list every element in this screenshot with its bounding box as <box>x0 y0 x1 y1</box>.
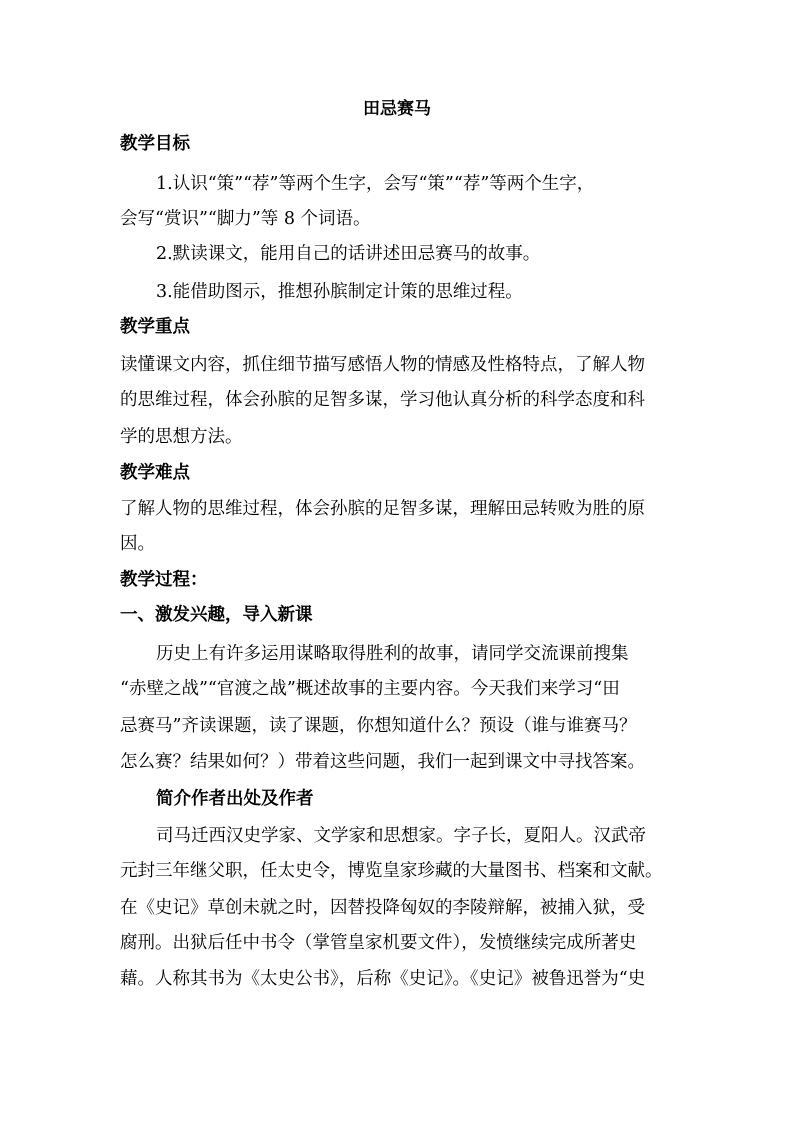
author-line1: 司马迁西汉史学家、文学家和思想家。字子长，夏阳人。汉武帝 <box>156 826 646 846</box>
step1-heading: 一、激发兴趣，导入新课 <box>120 605 313 625</box>
process-heading: 教学过程： <box>120 570 208 590</box>
author-line5: 藉。人称其书为《太史公书》，后称《史记》。《史记》被鲁迅誉为“史 <box>120 969 646 989</box>
author-line4: 腐刑。出狱后任中书令（掌管皇家机要文件），发愤继续完成所著史 <box>120 933 637 953</box>
step1-line2: “赤壁之战”“官渡之战”概述故事的主要内容。今天我们来学习“田 <box>120 679 620 699</box>
step1-line1: 历史上有许多运用谋略取得胜利的故事，请同学交流课前搜集 <box>156 644 629 664</box>
author-heading: 简介作者出处及作者 <box>156 789 314 809</box>
author-line3: 在《史记》草创未就之时，因替投降匈奴的李陵辩解，被捕入狱，受 <box>120 898 645 918</box>
step1-line4: 怎么赛？结果如何？）带着这些问题，我们一起到课文中寻找答案。 <box>120 752 645 772</box>
document-title: 田忌赛马 <box>363 99 431 119</box>
key-line1: 读懂课文内容，抓住细节描写感悟人物的情感及性格特点，了解人物 <box>120 355 645 375</box>
key-line2: 的思维过程，体会孙膑的足智多谋，学习他认真分析的科学态度和科 <box>120 390 645 410</box>
goal-2: 2.默读课文，能用自己的话讲述田忌赛马的故事。 <box>156 244 541 264</box>
goal-3: 3.能借助图示，推想孙膑制定计策的思维过程。 <box>156 282 523 302</box>
key-heading: 教学重点 <box>120 317 190 337</box>
difficulty-heading: 教学难点 <box>120 463 190 483</box>
author-line2: 元封三年继父职，任太史令，博览皇家珍藏的大量图书、档案和文献。 <box>120 861 663 881</box>
difficulty-line2: 因。 <box>120 534 155 554</box>
goal-1-line2: 会写“赏识”“脚力”等 8 个词语。 <box>120 209 371 229</box>
difficulty-line1: 了解人物的思维过程，体会孙膑的足智多谋，理解田忌转败为胜的原 <box>120 499 645 519</box>
key-line3: 学的思想方法。 <box>120 427 243 447</box>
goals-heading: 教学目标 <box>120 134 190 154</box>
step1-line3: 忌赛马”齐读课题，读了课题，你想知道什么？预设（谁与谁赛马？ <box>120 716 637 736</box>
goal-1-line1: 1.认识“策”“荐”等两个生字，会写“策”“荐”等两个生字， <box>156 174 595 194</box>
